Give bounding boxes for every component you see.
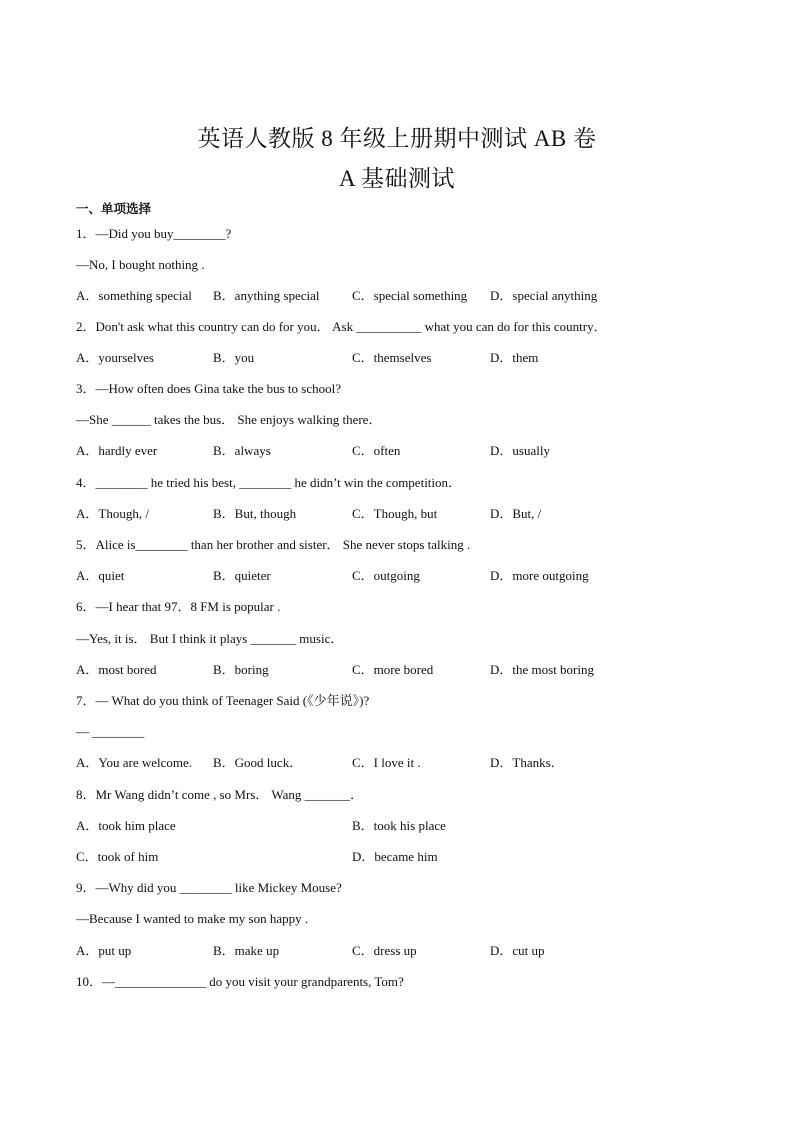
question-8-option-d: D．became him <box>352 849 438 864</box>
question-3-option-a: A．hardly ever <box>76 443 158 458</box>
question-8-stem: 8．Mr Wang didn’t come , so Mrs． Wang _______． <box>76 787 364 802</box>
question-6-option-a: A．most bored <box>76 662 157 677</box>
question-4-option-d: D．But, / <box>490 506 542 521</box>
question-9-option-d: D．cut up <box>490 943 545 958</box>
question-4-stem: 4．________ he tried his best, ________ he didn’t win the competition． <box>76 475 462 490</box>
question-8-option-b: B．took his place <box>352 818 446 833</box>
question-8-option-c: C．took of him <box>76 849 159 864</box>
question-1-option-a: A．something special <box>76 288 192 303</box>
question-2-option-b: B．you <box>213 350 255 365</box>
question-3-option-d: D．usually <box>490 443 550 458</box>
question-9-stem: 9．—Why did you ________ like Mickey Mouse? <box>76 880 342 895</box>
question-6-option-c: C．more bored <box>352 662 434 677</box>
question-7-option-d: D．Thanks． <box>490 755 564 770</box>
question-2-option-a: A．yourselves <box>76 350 154 365</box>
question-5-stem: 5．Alice is________ than her brother and sister． She never stops talking . <box>76 537 471 552</box>
question-9-reply: —Because I wanted to make my son happy . <box>76 911 309 926</box>
question-3-reply: —She ______ takes the bus． She enjoys walking there． <box>76 412 382 427</box>
question-3-stem: 3．—How often does Gina take the bus to school? <box>76 381 342 396</box>
question-2-option-c: C．themselves <box>352 350 432 365</box>
document-subtitle: A 基础测试 <box>338 166 456 191</box>
question-6-stem: 6．—I hear that 97．8 FM is popular . <box>76 599 281 614</box>
question-7-option-a: A．You are welcome. <box>76 755 193 770</box>
question-4-option-c: C．Though, but <box>352 506 438 521</box>
question-3-option-c: C．often <box>352 443 401 458</box>
question-3-option-b: B．always <box>213 443 271 458</box>
question-2-option-d: D．them <box>490 350 539 365</box>
question-1-option-b: B．anything special <box>213 288 320 303</box>
question-7-stem: 7．— What do you think of Teenager Said (《少年说》)? <box>76 693 370 708</box>
question-6-reply: —Yes, it is． But I think it plays _______ music． <box>76 631 344 646</box>
question-10-stem: 10．—______________ do you visit your grandparents, Tom? <box>76 974 404 989</box>
question-4-option-b: B．But, though <box>213 506 297 521</box>
document-title: 英语人教版 8 年级上册期中测试 AB 卷 <box>197 126 597 151</box>
question-9-option-c: C．dress up <box>352 943 417 958</box>
question-4-option-a: A．Though, / <box>76 506 149 521</box>
question-1-reply: —No, I bought nothing . <box>76 257 205 272</box>
question-9-option-a: A．put up <box>76 943 132 958</box>
question-1-stem: 1．—Did you buy________? <box>76 226 232 241</box>
question-5-option-b: B．quieter <box>213 568 271 583</box>
question-7-option-c: C．I love it . <box>352 755 421 770</box>
question-5-option-c: C．outgoing <box>352 568 420 583</box>
question-6-option-b: B．boring <box>213 662 269 677</box>
question-9-option-b: B．make up <box>213 943 280 958</box>
question-5-option-a: A．quiet <box>76 568 125 583</box>
question-6-option-d: D．the most boring <box>490 662 594 677</box>
question-7-option-b: B．Good luck． <box>213 755 303 770</box>
question-7-reply: — ________ <box>76 724 145 739</box>
question-8-option-a: A．took him place <box>76 818 176 833</box>
section-heading: 一、单项选择 <box>76 201 152 216</box>
question-1-option-d: D．special anything <box>490 288 598 303</box>
question-1-option-c: C．special something <box>352 288 468 303</box>
question-5-option-d: D．more outgoing <box>490 568 589 583</box>
question-2-stem: 2．Don't ask what this country can do for you． Ask __________ what you can do for this country． <box>76 319 607 334</box>
